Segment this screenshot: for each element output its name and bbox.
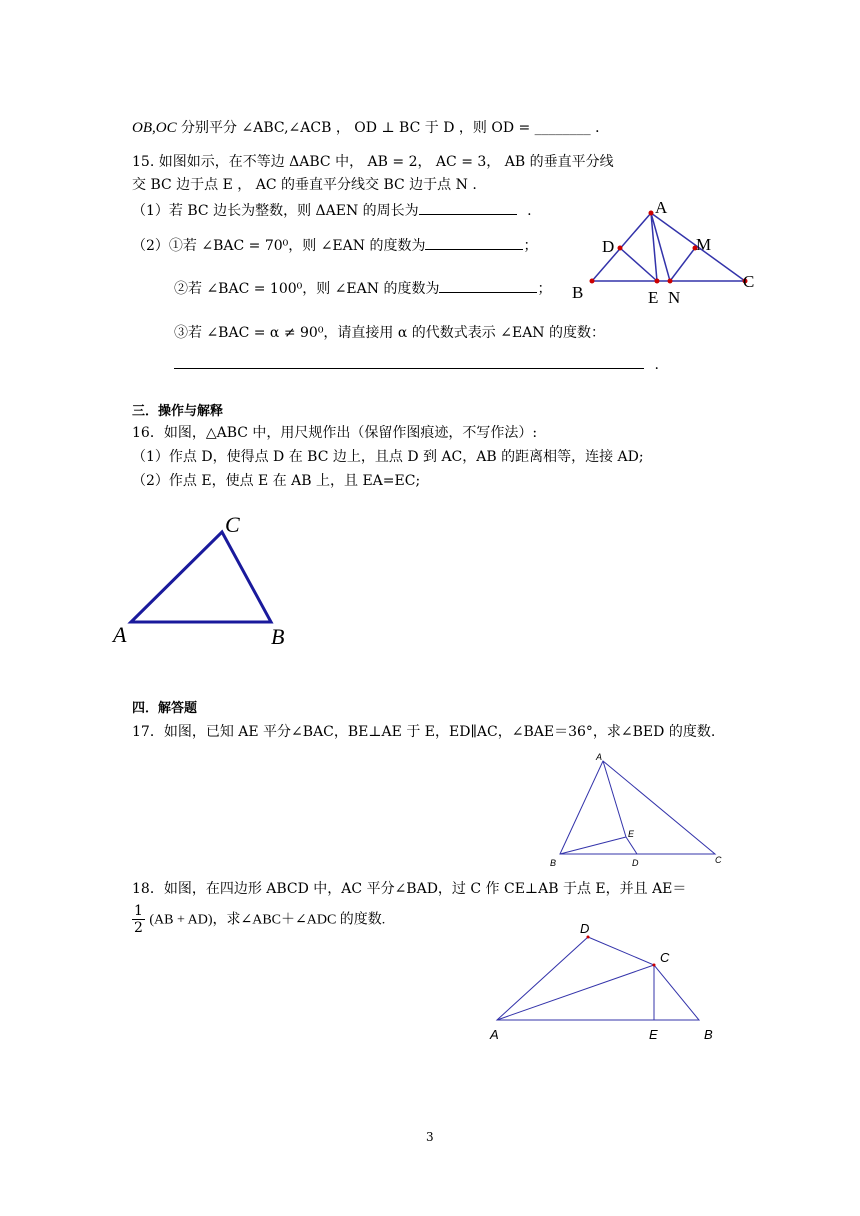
q17-label-B: B [550, 858, 557, 868]
q15-sub1 [132, 200, 532, 220]
q16-label-B: B [271, 624, 285, 649]
q15-sub2a-blank [425, 235, 523, 250]
q16-label-A: A [113, 622, 127, 647]
q15-sub1-text: （1）若 BC 边长为整数，则 ΔAEN 的周长为 [132, 203, 419, 219]
q18-text: (AB + AD)，求∠ABC＋∠ADC 的度数. [149, 912, 386, 928]
q17-line: 17．如图，已知 AE 平分∠BAC，BE⊥AE 于 E，ED∥AC，∠BAE＝36°，求∠BED 的度数. [132, 724, 716, 740]
q15-sub2c-blank [174, 354, 644, 369]
q15-sub2b-blank [439, 278, 537, 293]
q14-tail-line [132, 117, 609, 137]
q18-label-C: C [660, 950, 670, 965]
q15-line2: 交 BC 边于点 E ， AC 的垂直平分线交 BC 边于点 N . [132, 177, 477, 193]
q16-sub1: （1）作点 D，使得点 D 在 BC 边上，且点 D 到 AC，AB 的距离相等，连接 AD; [132, 449, 644, 465]
q15-label-N: N [668, 288, 681, 307]
q15-sub2b-text: ②若 ∠BAC = 100⁰，则 ∠EAN 的度数为 [174, 281, 440, 297]
q15-triangle-figure [560, 195, 760, 310]
q15-label-A: A [655, 198, 668, 217]
q15-label-M: M [696, 235, 712, 254]
page-number: 3 [426, 1130, 434, 1144]
q17-label-C: C [715, 855, 722, 865]
q15-sub2c-text: ③若 ∠BAC = α ≠ 90⁰，请直接用 α 的代数式表示 ∠EAN 的度数： [174, 325, 605, 341]
q18-fraction [132, 903, 145, 936]
q17-label-D: D [632, 858, 639, 868]
q16-label-C: C [225, 512, 240, 537]
q15-sub2a [132, 235, 537, 255]
q15-sub2a-end: ； [523, 238, 538, 254]
q15-line1: 15. 如图如示，在不等边 ΔABC 中， AB = 2， AC = 3， AB 的垂直平分线 [132, 154, 614, 170]
q18-label-B: B [704, 1027, 713, 1042]
q18-label-D: D [580, 921, 590, 936]
q15-sub2c [174, 322, 605, 342]
q17-label-A: A [596, 752, 603, 762]
q18-label-E: E [649, 1027, 658, 1042]
section3-heading: 三．操作与解释 [132, 403, 224, 418]
q15-sub2b-end: ； [537, 281, 552, 297]
q18-label-A: A [490, 1027, 499, 1042]
q16-sub2: （2）作点 E，使点 E 在 AB 上，且 EA=EC; [132, 473, 421, 489]
q15-sub1-end: . [527, 203, 532, 219]
q15-sub2b [174, 278, 551, 298]
q14-prefix: OB,OC [132, 120, 177, 136]
q16-triangle-figure [105, 508, 305, 653]
q15-sub2c-end: . [654, 357, 659, 373]
q15-sub1-blank [419, 200, 517, 215]
q14-text: 分别平分 ∠ABC,∠ACB ， OD ⊥ BC 于 D ，则 OD = ________ ． [181, 120, 610, 136]
q18-line2 [132, 903, 385, 936]
section4-heading: 四．解答题 [132, 700, 198, 715]
q15-label-D: D [602, 237, 615, 256]
q15-label-C: C [743, 272, 755, 291]
q15-sub2a-text: （2）①若 ∠BAC = 70⁰，则 ∠EAN 的度数为 [132, 238, 426, 254]
q15-label-B: B [572, 283, 584, 302]
q18-frac-num: 1 [134, 903, 143, 919]
q17-triangle-figure [540, 750, 730, 870]
q18-line1: 18．如图，在四边形 ABCD 中，AC 平分∠BAD，过 C 作 CE⊥AB 于点 E，并且 AE＝ [132, 881, 687, 897]
q16-line: 16．如图，△ABC 中，用尺规作出（保留作图痕迹，不写作法）: [132, 425, 538, 441]
q15-label-E: E [648, 288, 659, 307]
q17-label-E: E [628, 829, 635, 839]
q15-sub2c-answer-line [174, 354, 659, 373]
q18-quadrilateral-figure [480, 915, 730, 1045]
q18-frac-den: 2 [134, 920, 143, 936]
